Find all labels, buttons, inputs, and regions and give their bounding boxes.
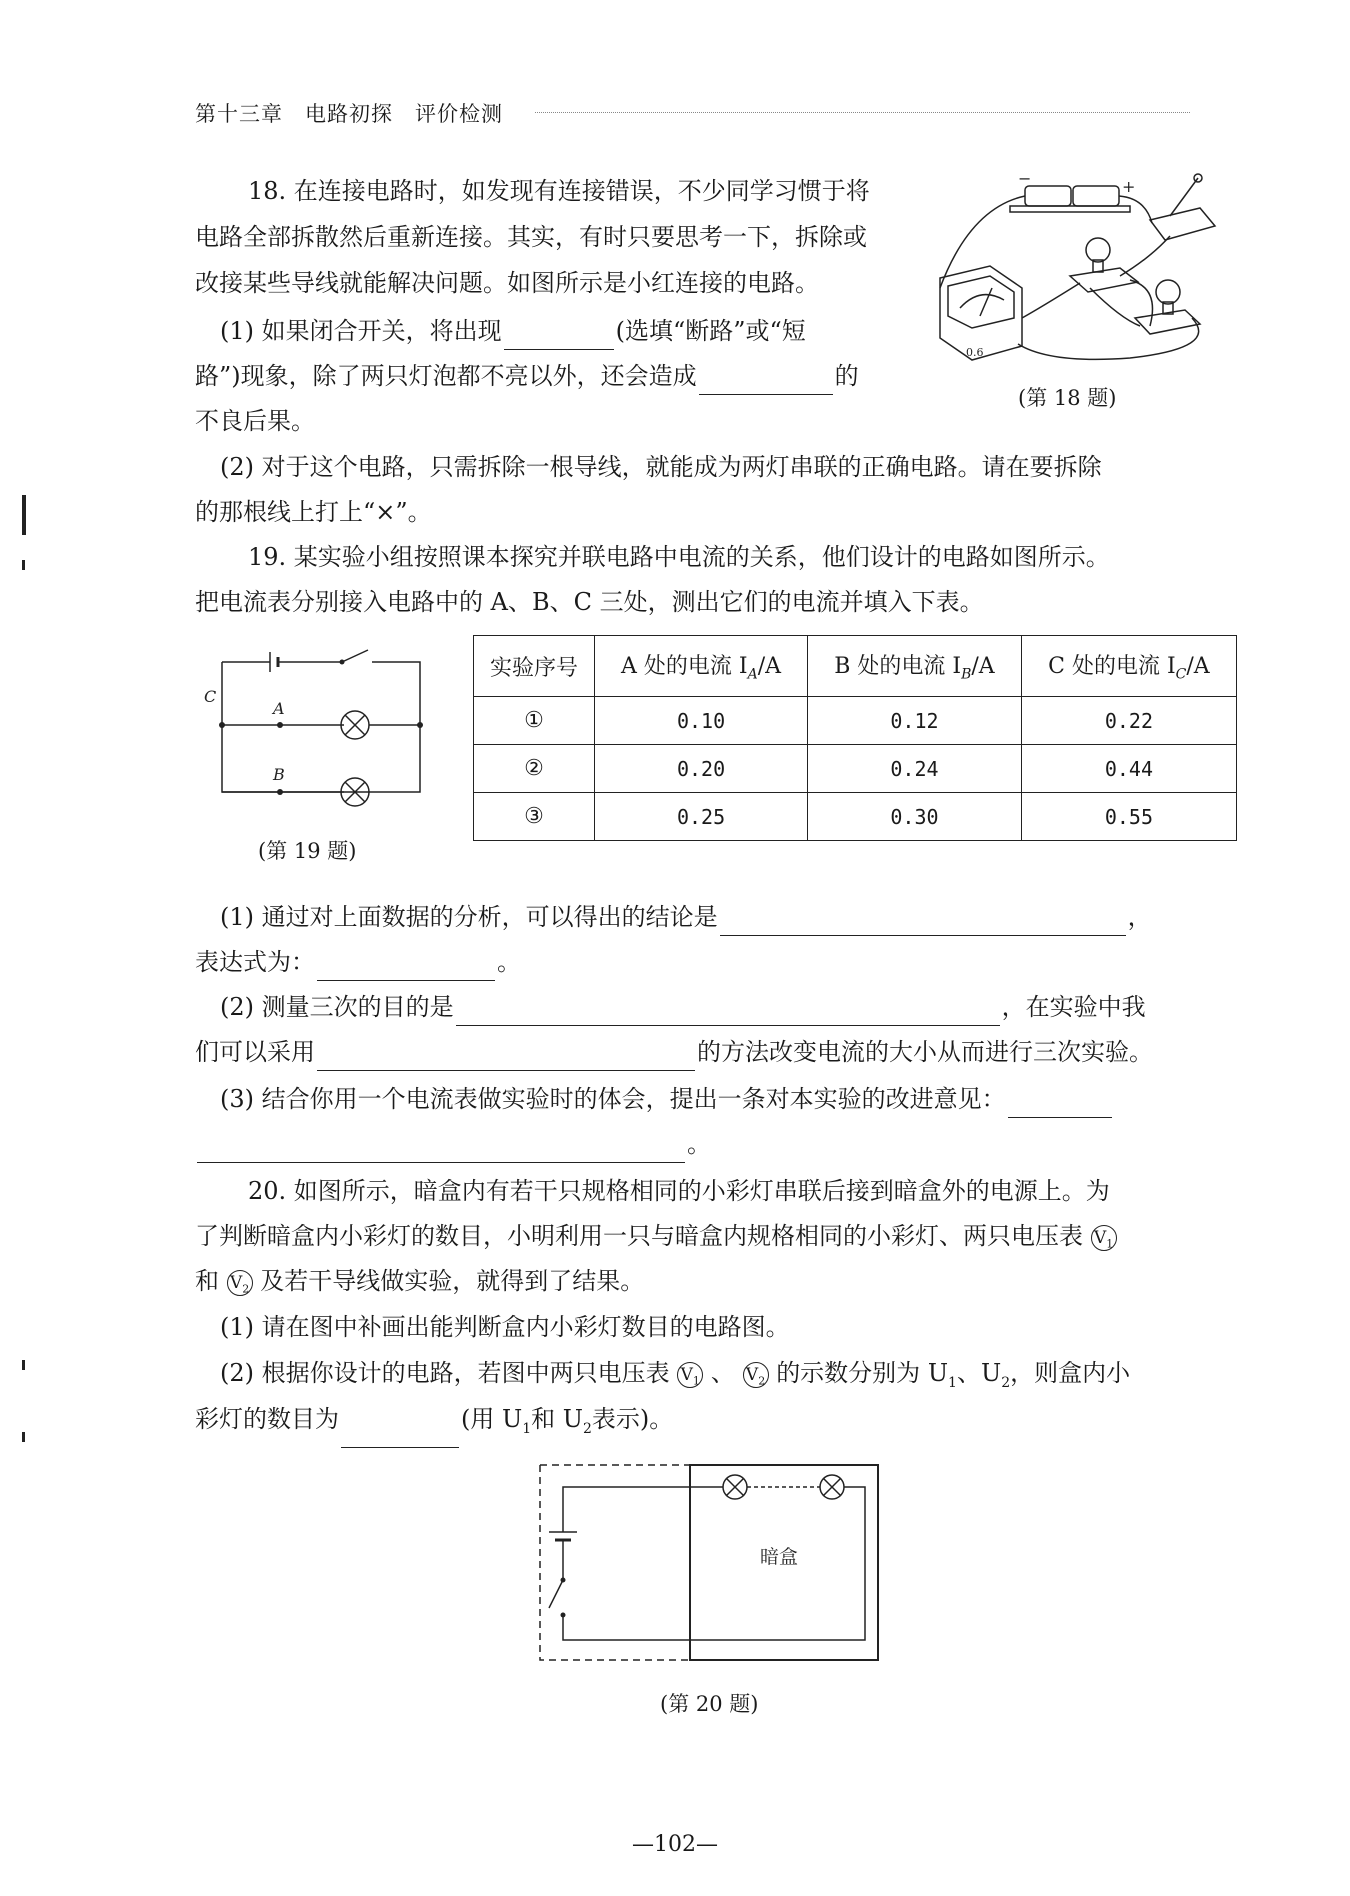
margin-mark <box>22 1432 25 1442</box>
answer-blank[interactable] <box>317 954 495 981</box>
q20-darkbox-figure <box>535 1460 885 1665</box>
table-cell: 0.44 <box>1021 745 1236 793</box>
q19-data-table <box>473 635 1237 841</box>
q18-figure-caption: (第 18 题) <box>1018 386 1117 410</box>
q18-sub1-text: 路”)现象，除了两只灯泡都不亮以外，还会造成 <box>195 362 697 390</box>
table-header-cell: A 处的电流 $I_A/A$ <box>595 636 808 697</box>
q20-sub2-text: 表示)。 <box>591 1405 674 1433</box>
q20-sub2-text: 彩灯的数目为 <box>195 1405 339 1433</box>
table-header-cell: 实验序号 <box>474 636 595 697</box>
table-cell: 0.22 <box>1021 697 1236 745</box>
answer-blank[interactable] <box>197 1136 685 1163</box>
q18-line2: 电路全部拆散然后重新连接。其实，有时只要思考一下，拆除或 <box>195 223 867 251</box>
table-cell: 0.25 <box>595 793 808 841</box>
q19-sub2-line2 <box>195 1033 1153 1071</box>
q20-line2 <box>195 1217 1117 1255</box>
q19-sub2-text: 的方法改变电流的大小从而进行三次实验。 <box>697 1038 1153 1066</box>
q18-line3: 改接某些导线就能解决问题。如图所示是小红连接的电路。 <box>195 269 819 297</box>
q19-sub1-line2 <box>195 943 521 981</box>
table-header-row <box>474 636 1237 697</box>
q20-sub2-text: 、U <box>956 1359 1002 1387</box>
table-cell: ② <box>474 745 595 793</box>
q19-sub1-line1 <box>220 898 1152 936</box>
q20-sub2-text: 的示数分别为 U <box>776 1359 949 1387</box>
margin-mark <box>22 560 25 570</box>
q19-sub1-text: (1) 通过对上面数据的分析，可以得出的结论是 <box>220 903 718 931</box>
table-cell: 0.20 <box>595 745 808 793</box>
q20-figure-caption: (第 20 题) <box>660 1692 759 1716</box>
q19-sub2-text: 们可以采用 <box>195 1038 315 1066</box>
margin-mark <box>22 495 26 535</box>
answer-blank[interactable] <box>504 323 614 350</box>
q19-sub1-text: 表达式为： <box>195 948 315 976</box>
q18-sub2-line1: (2) 对于这个电路，只需拆除一根导线，就能成为两灯串联的正确电路。请在要拆除 <box>220 453 1102 481</box>
voltmeter-v2-icon: $V_2$ <box>743 1362 769 1388</box>
q18-sub1-text: 的 <box>834 362 859 390</box>
q20-text: 了判断暗盒内小彩灯的数目，小明利用一只与暗盒内规格相同的小彩灯、两只电压表 <box>195 1222 1083 1250</box>
table-header-cell: B 处的电流 $I_B/A$ <box>808 636 1022 697</box>
q18-circuit-figure <box>930 168 1220 368</box>
point-b-label: B <box>273 765 285 784</box>
q18-sub1-line3: 不良后果。 <box>195 407 315 435</box>
q20-sub2-text: (2) 根据你设计的电路，若图中两只电压表 <box>220 1359 670 1387</box>
table-cell: 0.30 <box>808 793 1022 841</box>
q18-sub1-line2 <box>195 357 859 395</box>
page-number: —102— <box>632 1832 718 1857</box>
q20-sub2-line2: 彩灯的数目为 (用 $U_1$和 $U_2$表示)。 <box>195 1400 673 1448</box>
voltmeter-v2-icon: $V_2$ <box>227 1270 253 1296</box>
meter-scale-label: 0.6 <box>966 346 984 359</box>
q19-sub2-text: ，在实验中我 <box>1001 993 1146 1021</box>
battery-minus-label: − <box>1018 169 1032 188</box>
answer-blank[interactable] <box>341 1421 459 1448</box>
q19-sub3-line2 <box>195 1125 711 1163</box>
point-a-label: A <box>273 699 285 718</box>
q19-figure-caption: (第 19 题) <box>258 839 357 863</box>
voltmeter-v1-icon: $V_1$ <box>1091 1225 1117 1251</box>
table-row <box>474 697 1237 745</box>
q19-line2: 把电流表分别接入电路中的 A、B、C 三处，测出它们的电流并填入下表。 <box>195 588 984 616</box>
page-header: 第十三章 电路初探 评价检测 <box>195 102 503 126</box>
q19-sub3-text: (3) 结合你用一个电流表做实验时的体会，提出一条对本实验的改进意见： <box>220 1085 1006 1113</box>
table-cell: ① <box>474 697 595 745</box>
q18-sub1-text: (1) 如果闭合开关，将出现 <box>220 317 502 345</box>
table-row <box>474 745 1237 793</box>
answer-blank[interactable] <box>317 1044 695 1071</box>
answer-blank[interactable] <box>699 368 833 395</box>
point-c-label: C <box>204 687 217 706</box>
q20-sub2-text: (用 U <box>461 1405 523 1433</box>
answer-blank[interactable] <box>1008 1091 1112 1118</box>
q20-sub2-text: 、 <box>710 1359 735 1387</box>
q20-text: 及若干导线做实验，就得到了结果。 <box>260 1267 645 1295</box>
table-cell: 0.12 <box>808 697 1022 745</box>
table-row <box>474 793 1237 841</box>
battery-plus-label: + <box>1122 177 1136 196</box>
q19-sub3-line1 <box>220 1080 1114 1118</box>
q20-line3 <box>195 1262 644 1300</box>
q20-sub2-text: 和 U <box>531 1405 583 1433</box>
table-cell: 0.55 <box>1021 793 1236 841</box>
table-cell: 0.24 <box>808 745 1022 793</box>
q18-sub1-line1 <box>220 312 806 350</box>
q19-sub2-line1 <box>220 988 1146 1026</box>
q20-sub2-text: ，则盒内小 <box>1010 1359 1131 1387</box>
answer-blank[interactable] <box>720 909 1126 936</box>
q19-circuit-figure <box>200 640 440 815</box>
table-cell: ③ <box>474 793 595 841</box>
q19-sub1-text: ， <box>1127 903 1152 931</box>
q19-sub1-text: 。 <box>497 948 521 976</box>
q20-line1: 20. 如图所示，暗盒内有若干只规格相同的小彩灯串联后接到暗盒外的电源上。为 <box>248 1177 1110 1205</box>
q18-sub1-text: (选填“断路”或“短 <box>615 317 806 345</box>
q20-text: 和 <box>195 1267 219 1295</box>
q20-sub2-line1: (2) 根据你设计的电路，若图中两只电压表 $V_1$ 、 $V_2$ 的示数分别为 $U_1$、$U_2$，则盒内小 <box>220 1359 1131 1391</box>
header-rule <box>535 112 1190 113</box>
voltmeter-v1-icon: $V_1$ <box>677 1362 703 1388</box>
q19-sub2-text: (2) 测量三次的目的是 <box>220 993 454 1021</box>
margin-mark <box>22 1360 25 1370</box>
dark-box-label: 暗盒 <box>760 1546 799 1568</box>
q18-sub2-line2: 的那根线上打上“×”。 <box>195 498 432 526</box>
q19-sub3-text: 。 <box>687 1130 711 1158</box>
q20-sub1: (1) 请在图中补画出能判断盒内小彩灯数目的电路图。 <box>220 1313 790 1341</box>
answer-blank[interactable] <box>456 999 1000 1026</box>
q19-line1: 19. 某实验小组按照课本探究并联电路中电流的关系，他们设计的电路如图所示。 <box>248 543 1110 571</box>
table-header-cell: C 处的电流 $I_C/A$ <box>1021 636 1236 697</box>
q18-line1: 18. 在连接电路时，如发现有连接错误，不少同学习惯于将 <box>248 177 870 205</box>
table-cell: 0.10 <box>595 697 808 745</box>
